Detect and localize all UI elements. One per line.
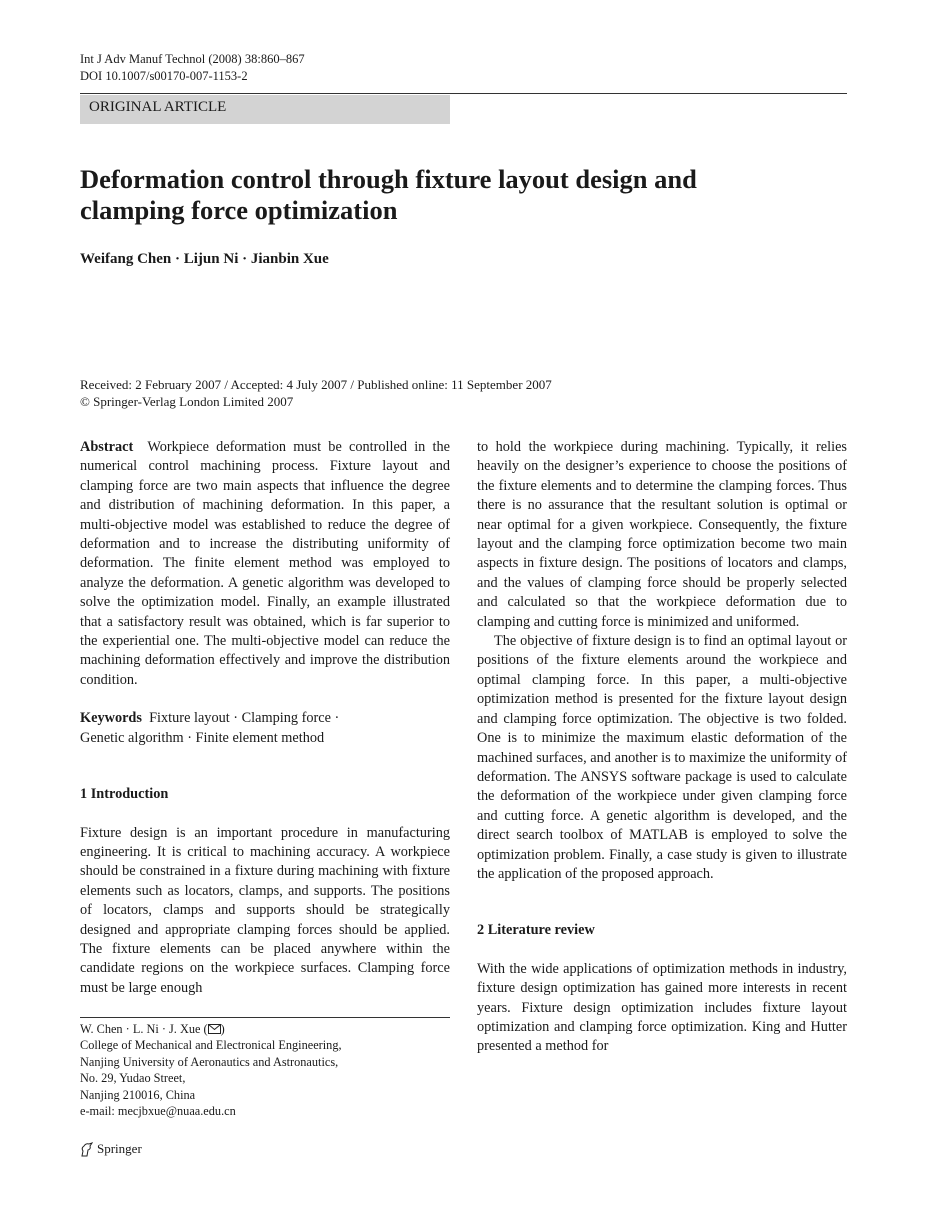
- affiliation-line-1: College of Mechanical and Electronical Engineering,: [80, 1038, 342, 1053]
- header-rule: [80, 93, 847, 94]
- review-paragraph-1: With the wide applications of optimization methods in industry, fixture design optimization has gained more interests in recent years. Fixture design optimization includes fixture layout optimization and clamping force optimization. King and Hutter presented a method for: [477, 960, 847, 1055]
- affiliation-email: e-mail: mecjbxue@nuaa.edu.cn: [80, 1104, 236, 1119]
- affiliation-authors: W. Chen · L. Ni · J. Xue ( ): [80, 1022, 225, 1036]
- abstract-label: Abstract: [80, 439, 134, 455]
- publication-dates: Received: 2 February 2007 / Accepted: 4 July 2007 / Published online: 11 September 2007: [80, 377, 552, 392]
- affiliation-line-2: Nanjing University of Aeronautics and Astronautics,: [80, 1054, 339, 1069]
- keywords-line-1: Fixture layout · Clamping force ·: [149, 710, 340, 727]
- intro-paragraph-1: Fixture design is an important procedure in manufacturing engineering. It is critical to machining accuracy. A workpiece should be constrained in a fixture during machining with fixture elements such as locators, clamps, and supports. The positions of locators, clamps and supports should be strategically designed and appropriate clamping forces should be applied. The fixture elements can be placed anywhere within the candidate regions on the workpiece surfaces. Clamping force must be large enough: [80, 824, 450, 996]
- abstract: [80, 438, 450, 690]
- right-column: [477, 438, 847, 1057]
- authors: Weifang Chen · Lijun Ni · Jianbin Xue: [80, 251, 329, 267]
- journal-citation: Int J Adv Manuf Technol (2008) 38:860–867: [80, 52, 305, 66]
- affiliation-line-4: Nanjing 210016, China: [80, 1087, 196, 1102]
- section-heading-introduction: 1 Introduction: [80, 786, 169, 803]
- publisher-name: Springer: [97, 1141, 142, 1156]
- envelope-icon: [208, 1024, 221, 1034]
- intro-paragraph-1-continued: to hold the workpiece during machining. Typically, it relies heavily on the designer’s experience to choose the positions of the fixture elements and to determine the clamping forces. Thus there is no assurance that the resultant solution is optimal or near optimal for a given workpiece. Consequently, the fixture layout and the clamping force optimization become two main aspects in fixture design. The positions of locators and clamps, and the values of clamping force should be properly selected and calculated so that the workpiece deformation due to clamping and cutting force is minimized and uniformed.: [477, 439, 847, 630]
- doi: DOI 10.1007/s00170-007-1153-2: [80, 69, 248, 83]
- footnote-rule: [80, 1017, 450, 1018]
- article-type-banner: [80, 95, 450, 124]
- intro-paragraph-2: The objective of fixture design is to find an optimal layout or positions of the fixture elements around the workpiece and optimal clamping force. In this paper, a multi-objective optimization method is presented for the fixture layout design and clamping force optimization. The objective is two folded. One is to minimize the maximum elastic deformation of the machined surfaces, and another is to maximize the uniformity of deformation. The ANSYS software package is used to calculate the deformation of the workpiece under given clamping force and cutting force. A genetic algorithm is developed, and the direct search toolbox of MATLAB is employed to solve the optimization problem. Finally, a case study is given to illustrate the application of the proposed approach.: [477, 633, 847, 882]
- keywords: [80, 709, 450, 748]
- journal-header: [80, 51, 305, 85]
- keywords-line-2: Genetic algorithm · Finite element method: [80, 729, 325, 746]
- abstract-text: Workpiece deformation must be controlled in the numerical control machining process. Fixture layout and clamping force are two main aspects that influence the degree and distribution of machining deformation. In this paper, a multi-objective model was established to reduce the degree of deformation and to increase the distributing uniformity of deformation. The finite element method was employed to analyze the deformation. A genetic algorithm was developed to solve the optimization model. Finally, an example illustrated that a satisfactory result was obtained, which is far superior to the experiential one. The multi-objective model can reduce the machining deformation effectively and improve the distribution condition.: [80, 439, 450, 688]
- article-type-label: ORIGINAL ARTICLE: [89, 99, 227, 115]
- keywords-label: Keywords: [80, 710, 142, 727]
- section-heading-literature-review: 2 Literature review: [477, 922, 595, 939]
- publisher-footer: [80, 1141, 142, 1157]
- dates-block: [80, 376, 552, 410]
- article-title: Deformation control through fixture layout design and clamping force optimization: [80, 164, 697, 225]
- affiliation-block: [80, 1021, 342, 1119]
- left-column: [80, 438, 450, 998]
- affiliation-line-3: No. 29, Yudao Street,: [80, 1071, 186, 1086]
- springer-horse-icon: [80, 1142, 93, 1157]
- copyright: © Springer-Verlag London Limited 2007: [80, 394, 294, 409]
